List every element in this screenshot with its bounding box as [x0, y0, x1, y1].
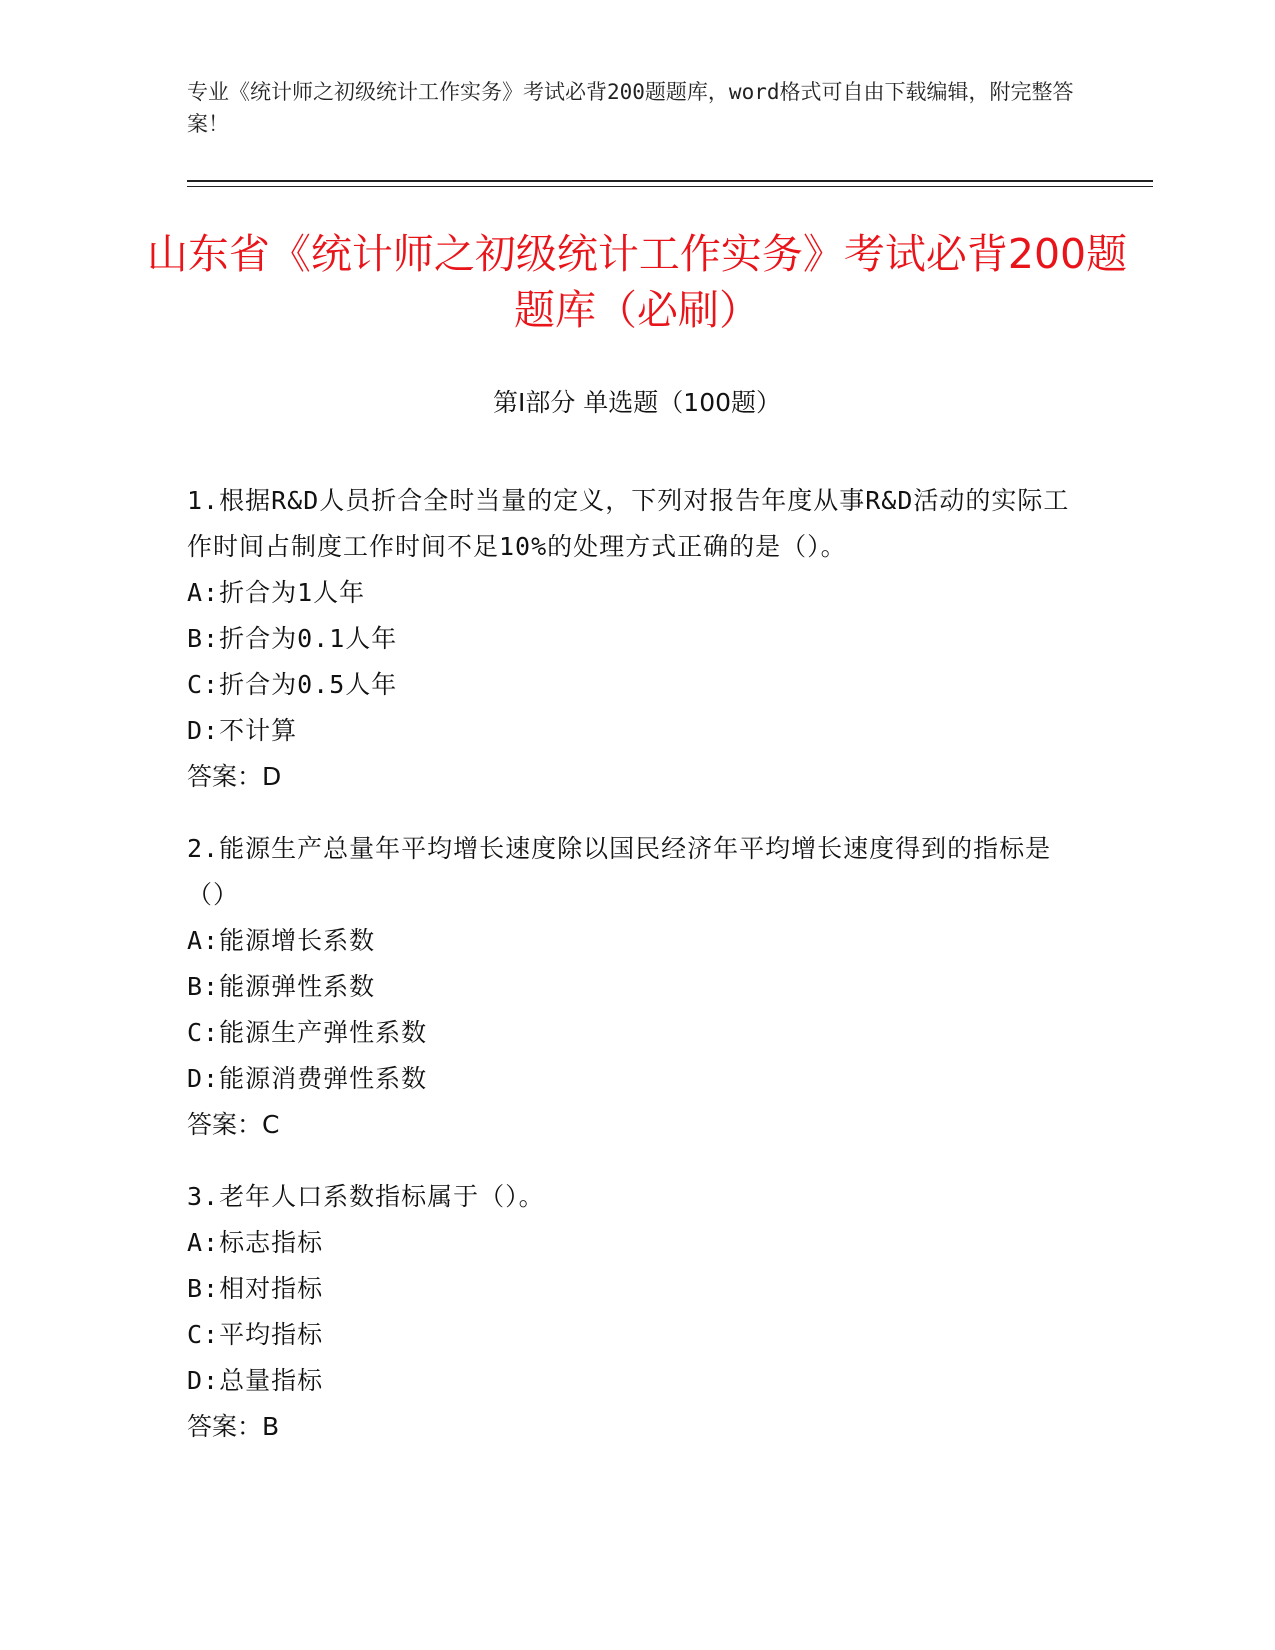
question-answer: 答案：D [187, 762, 282, 791]
question-option-c: C:平均指标 [187, 1320, 324, 1349]
question-option-c: C:折合为0.5人年 [187, 670, 398, 699]
header-divider-thick [187, 180, 1153, 182]
question-text: 2.能源生产总量年平均增长速度除以国民经济年平均增长速度得到的指标是（） [187, 834, 1052, 909]
question-option-b: B:相对指标 [187, 1274, 324, 1303]
section-title: 第Ⅰ部分 单选题（100题） [492, 388, 782, 417]
question-answer: 答案：B [187, 1412, 280, 1441]
question-option-b: B:折合为0.1人年 [187, 624, 398, 653]
question-1 [187, 478, 1087, 800]
question-option-a: A:折合为1人年 [187, 578, 366, 607]
question-3 [187, 1174, 1087, 1450]
question-answer: 答案：C [187, 1110, 280, 1139]
document-title: 山东省《统计师之初级统计工作实务》考试必背200题题库（必刷） [146, 230, 1128, 334]
question-option-b: B:能源弹性系数 [187, 972, 376, 1001]
header-note: 专业《统计师之初级统计工作实务》考试必背200题题库，word格式可自由下载编辑，附完整答案！ [187, 80, 1074, 136]
question-text: 3.老年人口系数指标属于（）。 [187, 1182, 545, 1211]
question-option-d: D:总量指标 [187, 1366, 324, 1395]
header-divider-thin [187, 186, 1153, 187]
question-option-a: A:标志指标 [187, 1228, 324, 1257]
question-2 [187, 826, 1087, 1148]
question-list [187, 478, 1087, 1476]
question-option-a: A:能源增长系数 [187, 926, 376, 955]
question-text: 1.根据R&D人员折合全时当量的定义，下列对报告年度从事R&D活动的实际工作时间占制度工作时间不足10%的处理方式正确的是（）。 [187, 486, 1070, 561]
question-option-d: D:能源消费弹性系数 [187, 1064, 428, 1093]
question-option-d: D:不计算 [187, 716, 298, 745]
question-option-c: C:能源生产弹性系数 [187, 1018, 428, 1047]
